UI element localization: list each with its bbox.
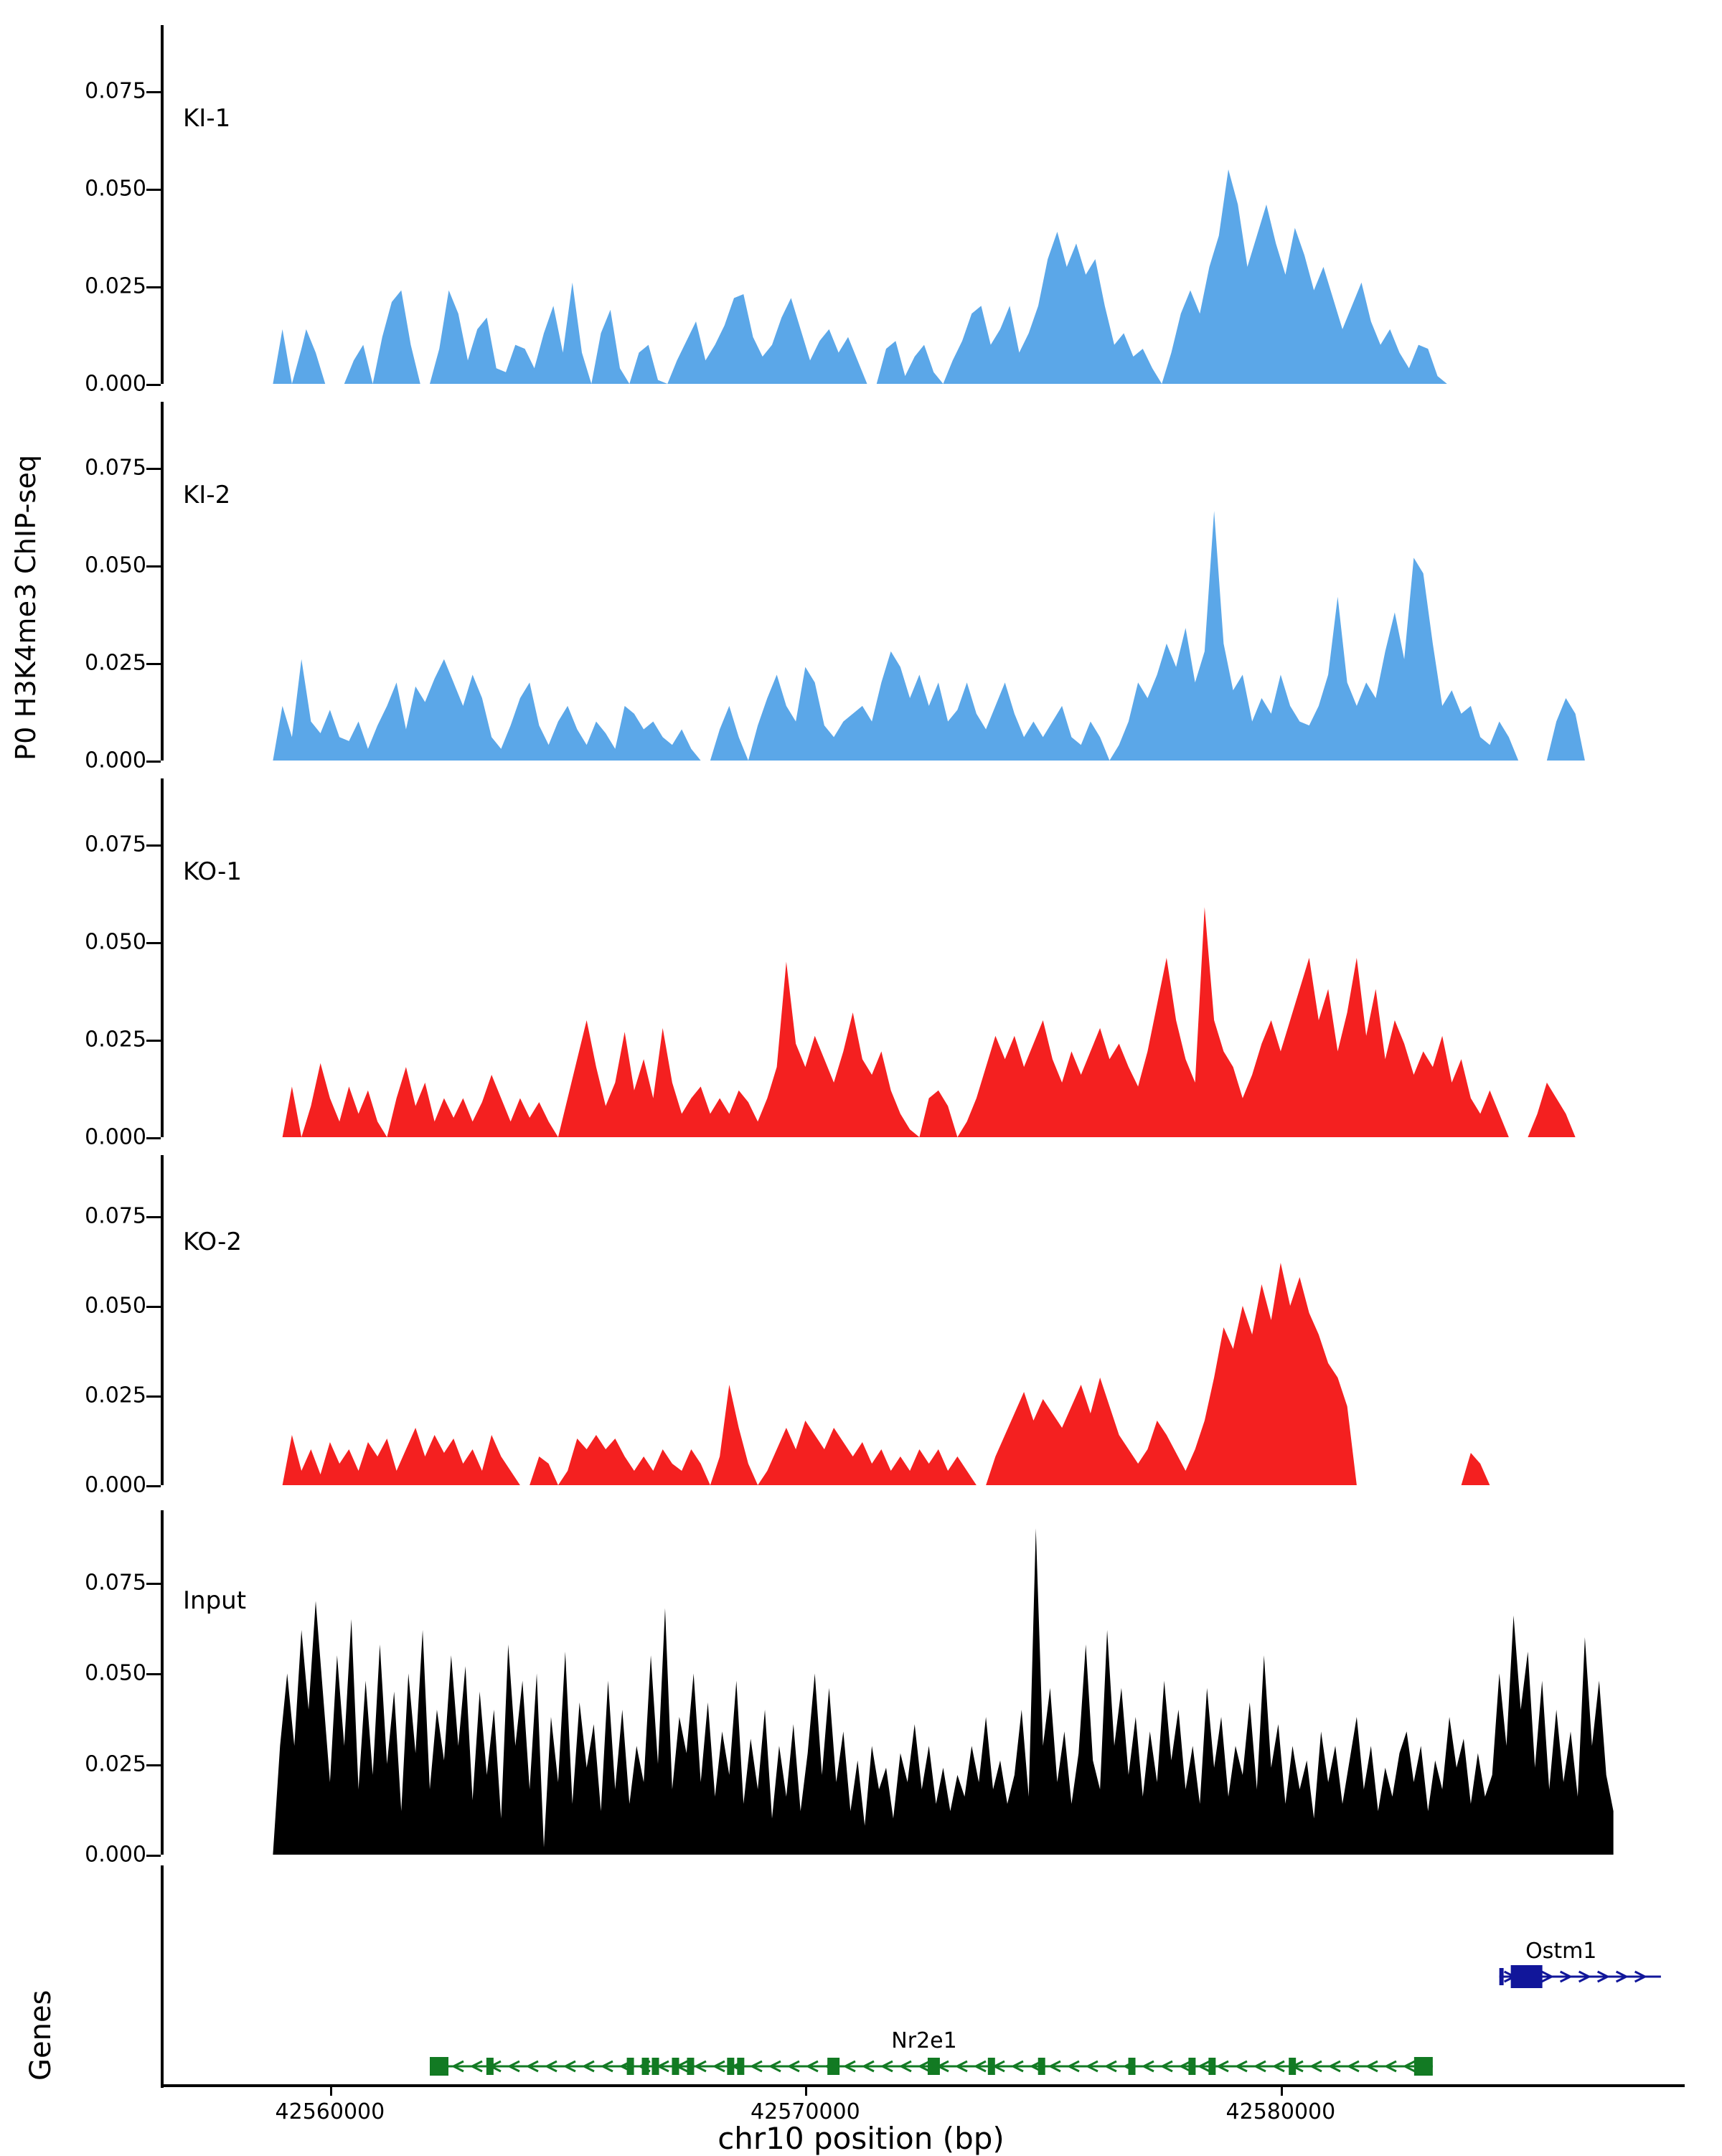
x-axis-line	[164, 2084, 1685, 2087]
svg-text:Ostm1: Ostm1	[1525, 1939, 1597, 1964]
genes-panel-title: Genes	[24, 1990, 57, 2081]
y-tick-label: 0.025	[85, 1751, 146, 1777]
y-tick-label: 0.050	[85, 176, 146, 202]
x-axis-title: chr10 position (bp)	[718, 2121, 1004, 2156]
x-tick-label: 42560000	[275, 2099, 385, 2124]
y-tick-label: 0.000	[85, 1842, 146, 1868]
y-tick-label: 0.000	[85, 1124, 146, 1150]
y-tick-label: 0.075	[85, 78, 146, 104]
track-label: KI-2	[183, 481, 231, 509]
y-tick-label: 0.025	[85, 1383, 146, 1408]
signal-area	[0, 778, 1722, 1140]
track-ki-2	[0, 402, 1722, 773]
y-tick-label: 0.075	[85, 832, 146, 857]
track-label: KO-2	[183, 1228, 243, 1257]
y-tick-label: 0.050	[85, 929, 146, 955]
track-label: KI-1	[183, 104, 231, 133]
y-tick-label: 0.050	[85, 552, 146, 578]
x-tick	[805, 2084, 807, 2096]
y-tick-label: 0.000	[85, 1472, 146, 1498]
x-tick	[1281, 2084, 1283, 2096]
y-tick-label: 0.025	[85, 1027, 146, 1053]
svg-text:Nr2e1: Nr2e1	[891, 2028, 957, 2053]
signal-area	[0, 25, 1722, 387]
gene-models	[0, 1865, 1722, 2102]
signal-area	[0, 402, 1722, 763]
track-input	[0, 1510, 1722, 1868]
track-ki-1	[0, 25, 1722, 397]
track-ko-2	[0, 1155, 1722, 1498]
track-label: Input	[183, 1586, 247, 1615]
y-tick-label: 0.075	[85, 1203, 146, 1229]
track-ko-1	[0, 778, 1722, 1150]
y-tick-label: 0.025	[85, 650, 146, 676]
y-tick-label: 0.025	[85, 273, 146, 299]
y-tick-label: 0.000	[85, 748, 146, 773]
y-tick-label: 0.050	[85, 1660, 146, 1686]
y-tick-label: 0.000	[85, 371, 146, 397]
x-tick-label: 42580000	[1225, 2099, 1336, 2124]
x-tick-label: 42570000	[751, 2099, 860, 2124]
track-label: KO-1	[183, 857, 243, 886]
y-tick-label: 0.075	[85, 1570, 146, 1596]
y-axis-title: P0 H3K4me3 ChIP-seq	[10, 454, 42, 761]
y-tick-label: 0.050	[85, 1293, 146, 1319]
x-tick	[330, 2084, 332, 2096]
signal-area	[0, 1510, 1722, 1858]
gene-annotation-panel	[0, 1865, 1722, 2102]
signal-area	[0, 1155, 1722, 1488]
y-tick-label: 0.075	[85, 455, 146, 481]
